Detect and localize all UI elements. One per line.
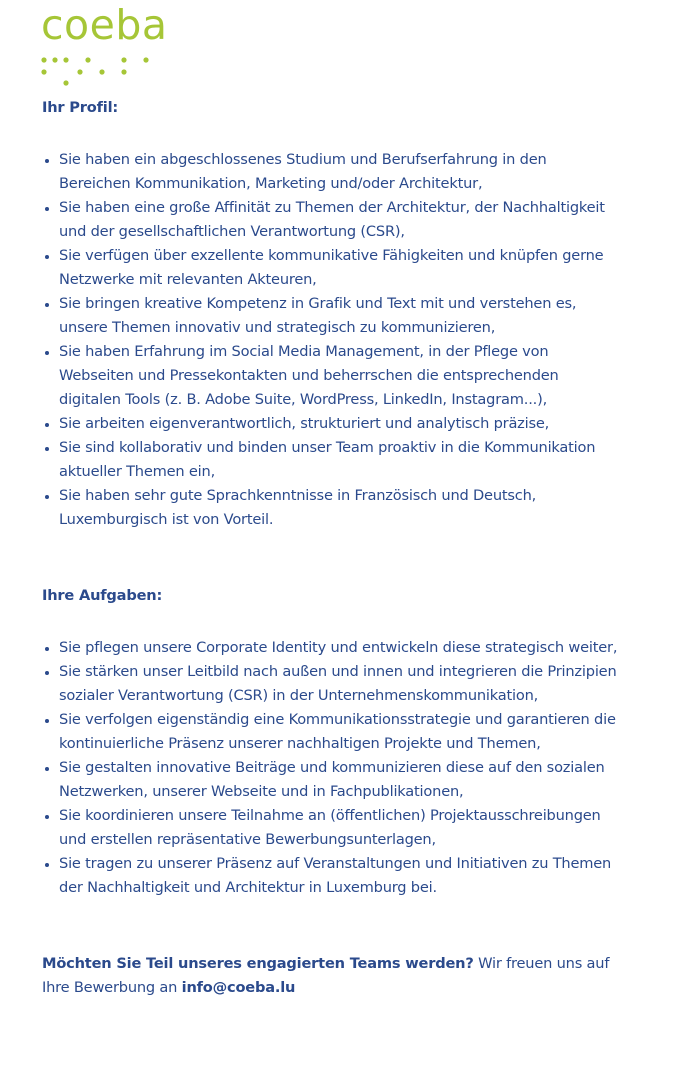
list-item: Sie sind kollaborativ und binden unser Team proaktiv in die Kommunikation aktueller Themen ein, (42, 436, 622, 484)
list-item: Sie haben ein abgeschlossenes Studium und Berufserfahrung in den Bereichen Kommunikation, Marketing und/oder Architektur, (42, 148, 622, 196)
list-item: Sie koordinieren unsere Teilnahme an (öffentlichen) Projektausschreibungen und erstellen repräsentative Bewerbungsunterlagen, (42, 804, 622, 852)
list-item: Sie gestalten innovative Beiträge und kommunizieren diese auf den sozialen Netzwerken, unserer Webseite und in Fachpublikationen, (42, 756, 622, 804)
coeba-logo (41, 1, 168, 82)
logo-dots-icon (41, 56, 156, 86)
list-item: Sie pflegen unsere Corporate Identity und entwickeln diese strategisch weiter, (42, 636, 622, 660)
list-item: Sie haben sehr gute Sprachkenntnisse in Französisch und Deutsch, Luxemburgisch ist von Vorteil. (42, 484, 622, 532)
call-to-action (42, 952, 622, 1000)
tasks-heading: Ihre Aufgaben: (42, 587, 163, 604)
list-item: Sie haben Erfahrung im Social Media Management, in der Pflege von Webseiten und Pressekontakten und beherrschen die entsprechenden digitalen Tools (z. B. Adobe Suite, WordPress, LinkedIn, Instagram...), (42, 340, 622, 412)
list-item: Sie haben eine große Affinität zu Themen der Architektur, der Nachhaltigkeit und der gesellschaftlichen Verantwortung (CSR), (42, 196, 622, 244)
list-item: Sie arbeiten eigenverantwortlich, strukturiert und analytisch präzise, (42, 412, 622, 436)
list-item: Sie tragen zu unserer Präsenz auf Veranstaltungen und Initiativen zu Themen der Nachhaltigkeit und Architektur in Luxemburg bei. (42, 852, 622, 900)
profile-heading: Ihr Profil: (42, 99, 119, 116)
cta-text: Wir freuen uns auf Ihre Bewerbung an (42, 955, 610, 996)
logo-wordmark: coeba (41, 1, 168, 49)
list-item: Sie verfügen über exzellente kommunikative Fähigkeiten und knüpfen gerne Netzwerke mit relevanten Akteuren, (42, 244, 622, 292)
tasks-list (42, 636, 622, 900)
list-item: Sie stärken unser Leitbild nach außen und innen und integrieren die Prinzipien sozialer Verantwortung (CSR) in der Unternehmenskommunikation, (42, 660, 622, 708)
list-item: Sie bringen kreative Kompetenz in Grafik und Text mit und verstehen es, unsere Themen innovativ und strategisch zu kommunizieren, (42, 292, 622, 340)
email-link[interactable]: info@coeba.lu (181, 979, 296, 996)
profile-list (42, 148, 622, 532)
main-content (42, 96, 622, 1000)
cta-question: Möchten Sie Teil unseres engagierten Teams werden? (42, 955, 474, 972)
list-item: Sie verfolgen eigenständig eine Kommunikationsstrategie und garantieren die kontinuierliche Präsenz unserer nachhaltigen Projekte und Themen, (42, 708, 622, 756)
